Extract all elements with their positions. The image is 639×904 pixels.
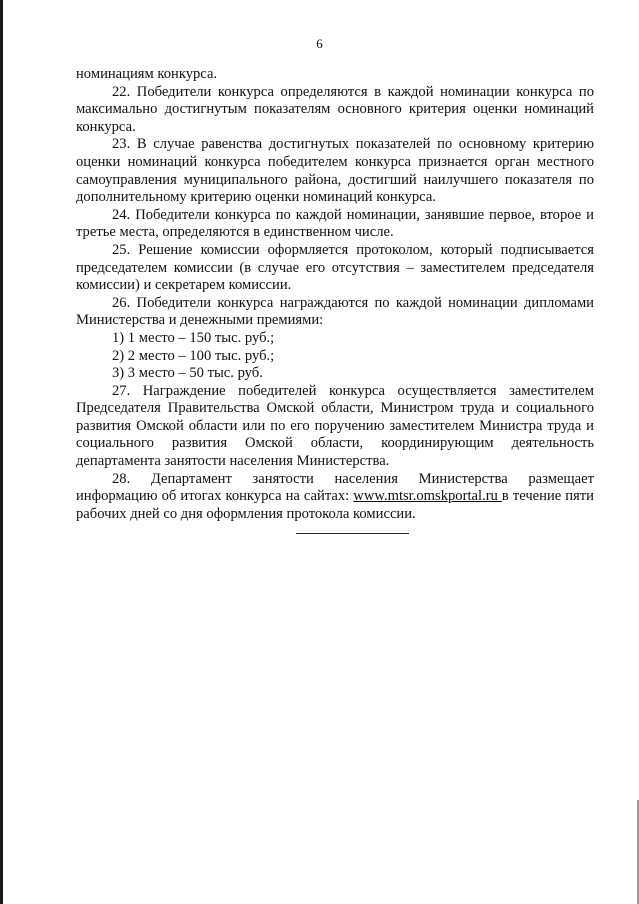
prize-item-2: 2) 2 место – 100 тыс. руб.; — [112, 347, 275, 364]
page-number: 6 — [316, 36, 323, 51]
paragraph-24: 24. Победители конкурса по каждой номинации, занявшие первое, второе и третье места, определяются в единственном числе. — [76, 206, 594, 241]
scan-left-edge — [0, 0, 3, 904]
paragraph-27: 27. Награждение победителей конкурса осуществляется заместителем Председателя Правительства Омской области, Министром труда и социального развития Омской области или по его поручению заместителем Министра труда и социального развития Омской области, координирующим деятельность департамента занятости населения Министерства. — [76, 382, 594, 470]
paragraph-28-tail: в течение пяти рабочих дней со дня оформления протокола комиссии. — [76, 488, 594, 522]
paragraph-23: 23. В случае равенства достигнутых показателей по основному критерию оценки номинаций конкурса победителем конкурса признается орган местного самоуправления муниципального района, достигший наилучшего показателя по дополнительному критерию оценки номинаций конкурса. — [76, 136, 594, 206]
prize-item-1: 1) 1 место – 150 тыс. руб.; — [112, 329, 275, 346]
website-link[interactable]: www.mtsr.omskportal.ru — [353, 488, 502, 505]
paragraph-continuation: номинациям конкурса. — [76, 66, 218, 82]
paragraph-25: 25. Решение комиссии оформляется протоколом, который подписывается председателем комиссии (в случае его отсутствия – заместителем председателя комиссии) и секретарем комиссии. — [76, 241, 594, 294]
paragraph-28-text: 28. Департамент занятости населения Министерства размещает информацию об итогах конкурса на сайтах: — [76, 470, 594, 505]
prize-item-3: 3) 3 место – 50 тыс. руб. — [112, 365, 263, 382]
paragraph-28 — [76, 471, 594, 524]
paragraph-26: 26. Победители конкурса награждаются по каждой номинации дипломами Министерства и денежными премиями: — [76, 294, 594, 329]
paragraph-22: 22. Победители конкурса определяются в каждой номинации конкурса по максимально достигнутым показателям основного критерия оценки номинаций конкурса. — [76, 83, 594, 135]
end-divider — [296, 533, 409, 534]
document-body — [76, 66, 594, 523]
